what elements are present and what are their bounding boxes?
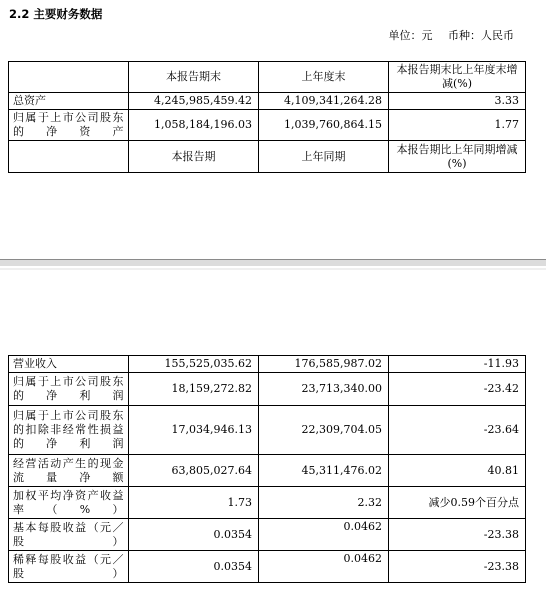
change-value: 40.81 bbox=[389, 455, 526, 487]
unit-info bbox=[377, 27, 515, 43]
header-cell bbox=[9, 62, 129, 93]
table-row bbox=[9, 455, 526, 487]
row-label: 经营活动产生的现金流量净额 bbox=[9, 455, 129, 487]
page-break-shadow bbox=[0, 268, 546, 270]
header-cell: 本报告期 bbox=[129, 141, 259, 173]
table-header-row bbox=[9, 62, 526, 93]
table-row bbox=[9, 110, 526, 141]
header-cell bbox=[9, 141, 129, 173]
previous-value: 4,109,341,264.28 bbox=[259, 93, 389, 110]
table-row bbox=[9, 356, 526, 373]
row-label: 加权平均净资产收益率（%） bbox=[9, 487, 129, 519]
current-value: 63,805,027.64 bbox=[129, 455, 259, 487]
current-value: 18,159,272.82 bbox=[129, 373, 259, 406]
change-value: -23.38 bbox=[389, 519, 526, 551]
table-header-row bbox=[9, 141, 526, 173]
header-cell: 本报告期比上年同期增减(%) bbox=[389, 141, 526, 173]
previous-value: 45,311,476.02 bbox=[259, 455, 389, 487]
current-value: 155,525,035.62 bbox=[129, 356, 259, 373]
previous-value: 0.0462 bbox=[259, 519, 389, 551]
change-value: -23.38 bbox=[389, 551, 526, 583]
current-value: 17,034,946.13 bbox=[129, 406, 259, 455]
change-value: 减少0.59个百分点 bbox=[389, 487, 526, 519]
row-label: 营业收入 bbox=[9, 356, 129, 373]
previous-value: 2.32 bbox=[259, 487, 389, 519]
table-row bbox=[9, 519, 526, 551]
row-label: 归属于上市公司股东的净资产 bbox=[9, 110, 129, 141]
table-row bbox=[9, 93, 526, 110]
change-value: -11.93 bbox=[389, 356, 526, 373]
table-row bbox=[9, 373, 526, 406]
section-title: 2.2 主要财务数据 bbox=[9, 7, 103, 21]
row-label: 基本每股收益（元／股） bbox=[9, 519, 129, 551]
row-label: 归属于上市公司股东的净利润 bbox=[9, 373, 129, 406]
header-cell: 本报告期末比上年度末增减(%) bbox=[389, 62, 526, 93]
previous-value: 0.0462 bbox=[259, 551, 389, 583]
previous-value: 23,713,340.00 bbox=[259, 373, 389, 406]
current-value: 0.0354 bbox=[129, 551, 259, 583]
change-value: 3.33 bbox=[389, 93, 526, 110]
currency-label: 币种：人民币 bbox=[448, 29, 514, 42]
current-value: 4,245,985,459.42 bbox=[129, 93, 259, 110]
previous-value: 1,039,760,864.15 bbox=[259, 110, 389, 141]
row-label: 稀释每股收益（元／股） bbox=[9, 551, 129, 583]
change-value: -23.42 bbox=[389, 373, 526, 406]
change-value: -23.64 bbox=[389, 406, 526, 455]
header-cell: 本报告期末 bbox=[129, 62, 259, 93]
current-value: 1,058,184,196.03 bbox=[129, 110, 259, 141]
current-value: 0.0354 bbox=[129, 519, 259, 551]
previous-value: 176,585,987.02 bbox=[259, 356, 389, 373]
unit-label: 单位：元 bbox=[388, 29, 433, 42]
page-break-divider bbox=[0, 259, 546, 266]
change-value: 1.77 bbox=[389, 110, 526, 141]
table-row bbox=[9, 406, 526, 455]
table-row bbox=[9, 487, 526, 519]
header-cell: 上年度末 bbox=[259, 62, 389, 93]
balance-table bbox=[8, 61, 526, 173]
previous-value: 22,309,704.05 bbox=[259, 406, 389, 455]
row-label: 总资产 bbox=[9, 93, 129, 110]
header-cell: 上年同期 bbox=[259, 141, 389, 173]
row-label: 归属于上市公司股东的扣除非经常性损益的净利润 bbox=[9, 406, 129, 455]
current-value: 1.73 bbox=[129, 487, 259, 519]
table-row bbox=[9, 551, 526, 583]
income-table bbox=[8, 355, 526, 583]
